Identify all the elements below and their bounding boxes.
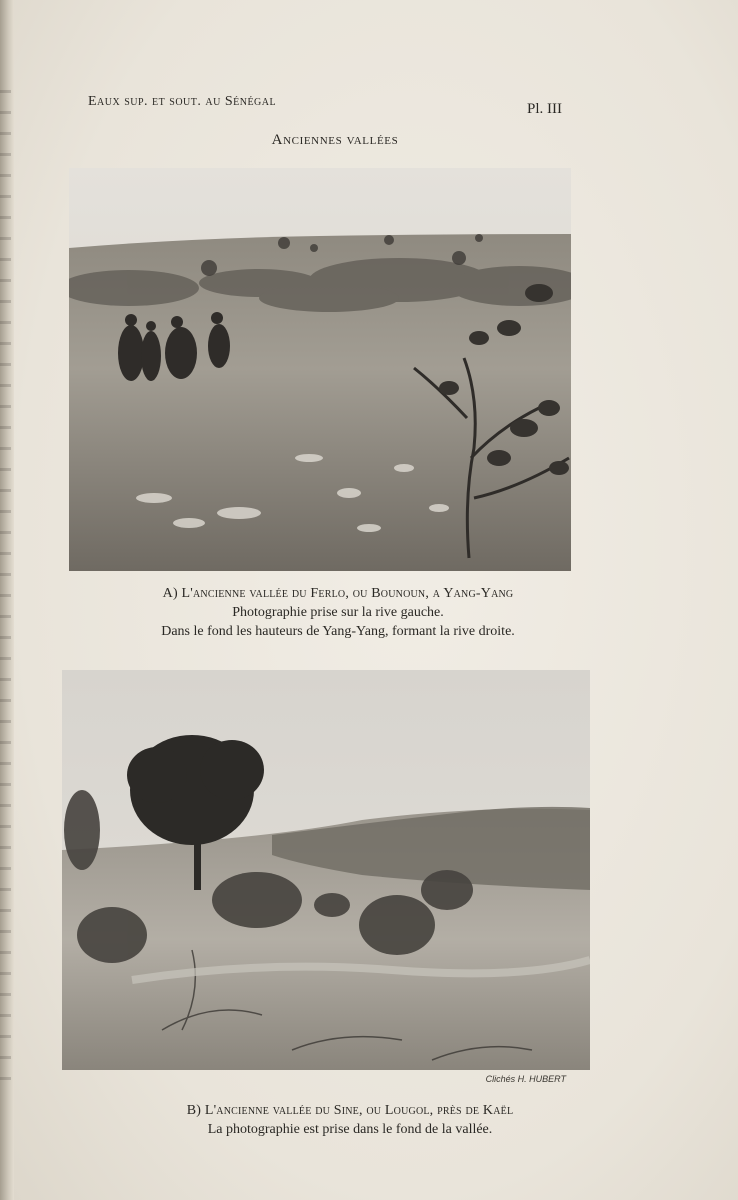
- photo-a-caption-title: A) L'ancienne vallée du Ferlo, ou Bounoun, a Yang-Yang: [162, 586, 514, 601]
- plate-title: Anciennes vallées: [271, 132, 399, 148]
- photo-a-caption-line-2: Photographie prise sur la rive gauche.: [232, 605, 444, 620]
- photo-b-sine-valley: [62, 670, 590, 1070]
- photo-a-ferlo-valley: [69, 168, 571, 571]
- photo-credit: Clichés H. HUBERT: [485, 1074, 566, 1084]
- photo-b-caption: [90, 1101, 610, 1139]
- photo-b-caption-title: B) L'ancienne vallée du Sine, ou Lougol, près de Kaël: [186, 1103, 514, 1118]
- photo-a-caption-line-3: Dans le fond les hauteurs de Yang-Yang, formant la rive droite.: [161, 624, 515, 639]
- photo-a-caption: [60, 584, 616, 641]
- facing-page-text-fragment: [0, 90, 11, 1090]
- photo-b-caption-line-2: La photographie est prise dans le fond de la vallée.: [207, 1122, 493, 1137]
- plate-number: Pl. III: [527, 101, 562, 117]
- running-head: Eaux sup. et sout. au Sénégal: [88, 94, 277, 109]
